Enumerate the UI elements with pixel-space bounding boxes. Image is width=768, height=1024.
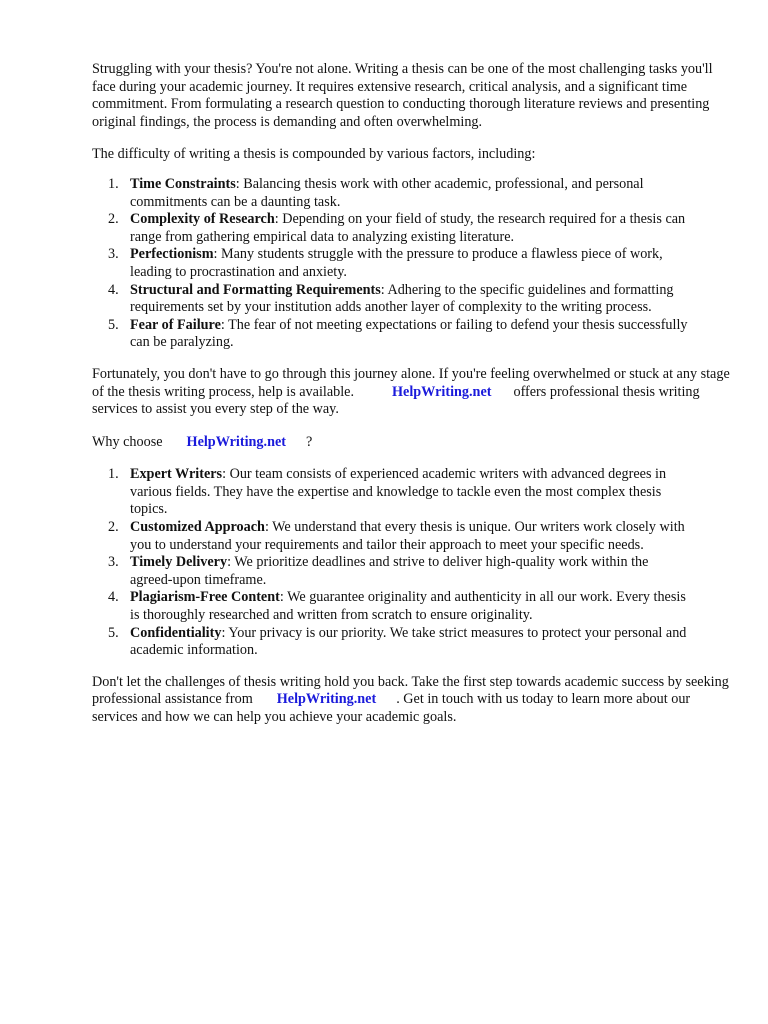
list-number: 5. [108,624,119,641]
list-term: Plagiarism-Free Content [130,589,280,606]
list-number: 3. [108,246,119,263]
list-text: : Your privacy is our priority. We take strict measures to protect your personal and academic information. [130,624,687,659]
list-number: 4. [108,281,119,298]
helpwriting-link[interactable]: HelpWriting.net [186,433,286,450]
list-item [92,282,732,317]
list-item [92,246,732,281]
list-term: Complexity of Research [130,211,275,228]
list-item [92,625,732,660]
list-text: : We guarantee originality and authenticity in all our work. Every thesis is thoroughly researched and written from scratch to ensure originality. [130,589,686,624]
list-item [92,176,732,211]
list-term: Timely Delivery [130,554,228,571]
list-item [92,554,732,589]
list-term: Fear of Failure [130,316,221,333]
list-item [92,317,732,352]
fortunately-text-after: offers professional thesis writing services to assist you every step of the way. [92,383,700,418]
fortunately-paragraph [92,366,732,419]
list-number: 1. [108,466,119,483]
list-text: : We understand that every thesis is unique. Our writers work closely with you to understand your requirements and tailor their approach to meet your specific needs. [130,519,685,553]
fortunately-text-before: Fortunately, you don't have to go through this journey alone. If you're feeling overwhelmed or stuck at any stage of the thesis writing process, help is available. [92,365,730,400]
list-number: 5. [108,316,119,333]
list-item [92,211,732,246]
helpwriting-link[interactable]: HelpWriting.net [276,691,377,708]
factors-list [92,176,732,352]
list-text: : Our team consists of experienced academic writers with advanced degrees in various fields. They have the expertise and knowledge to tackle even the most complex thesis topics. [130,466,667,518]
list-number: 2. [108,211,119,228]
helpwriting-link[interactable]: HelpWriting.net [392,383,492,400]
list-item [92,589,732,624]
list-number: 1. [108,175,119,192]
closing-text-after: . Get in touch with us today to learn more about our services and how we can help you achieve your academic goals. [92,691,691,725]
list-text: : We prioritize deadlines and strive to deliver high-quality work within the agreed-upon timeframe. [130,554,649,588]
list-term: Structural and Formatting Requirements [130,281,381,298]
list-item [92,466,732,519]
list-term: Confidentiality [130,624,222,641]
why-text-before: Why choose [92,433,163,450]
intro-paragraph: Struggling with your thesis? You're not alone. Writing a thesis can be one of the most challenging tasks you'll face during your academic journey. It requires extensive research, critical analysis, and a significant time commitment. From formulating a research question to conducting thorough literature reviews and presenting original findings, the process is demanding and often overwhelming. [92,61,713,130]
list-term: Customized Approach [130,519,265,536]
list-text: : Balancing thesis work with other academic, professional, and personal commitments can be a daunting task. [130,175,644,210]
list-term: Expert Writers [130,466,223,483]
why-text-after: ? [305,433,313,450]
factors-intro-paragraph: The difficulty of writing a thesis is compounded by various factors, including: [92,146,536,163]
list-number: 3. [108,554,119,571]
list-text: : Many students struggle with the pressure to produce a flawless piece of work, leading to procrastination and anxiety. [130,246,663,280]
list-number: 4. [108,589,119,606]
list-text: : Adhering to the specific guidelines and formatting requirements set by your institution adds another layer of complexity to the writing process. [130,281,674,316]
why-choose-paragraph [92,434,732,452]
reasons-list [92,466,732,660]
list-text: : Depending on your field of study, the research required for a thesis can range from gathering empirical data to analyzing existing literature. [130,211,686,245]
list-number: 2. [108,519,119,536]
closing-text-before: Don't let the challenges of thesis writing hold you back. Take the first step towards academic success by seeking professional assistance from [92,673,729,708]
closing-paragraph [92,674,732,727]
list-term: Time Constraints [130,175,236,192]
list-item [92,519,732,554]
list-text: : The fear of not meeting expectations or failing to defend your thesis successfully can be paralyzing. [130,316,688,351]
list-term: Perfectionism [130,246,214,263]
